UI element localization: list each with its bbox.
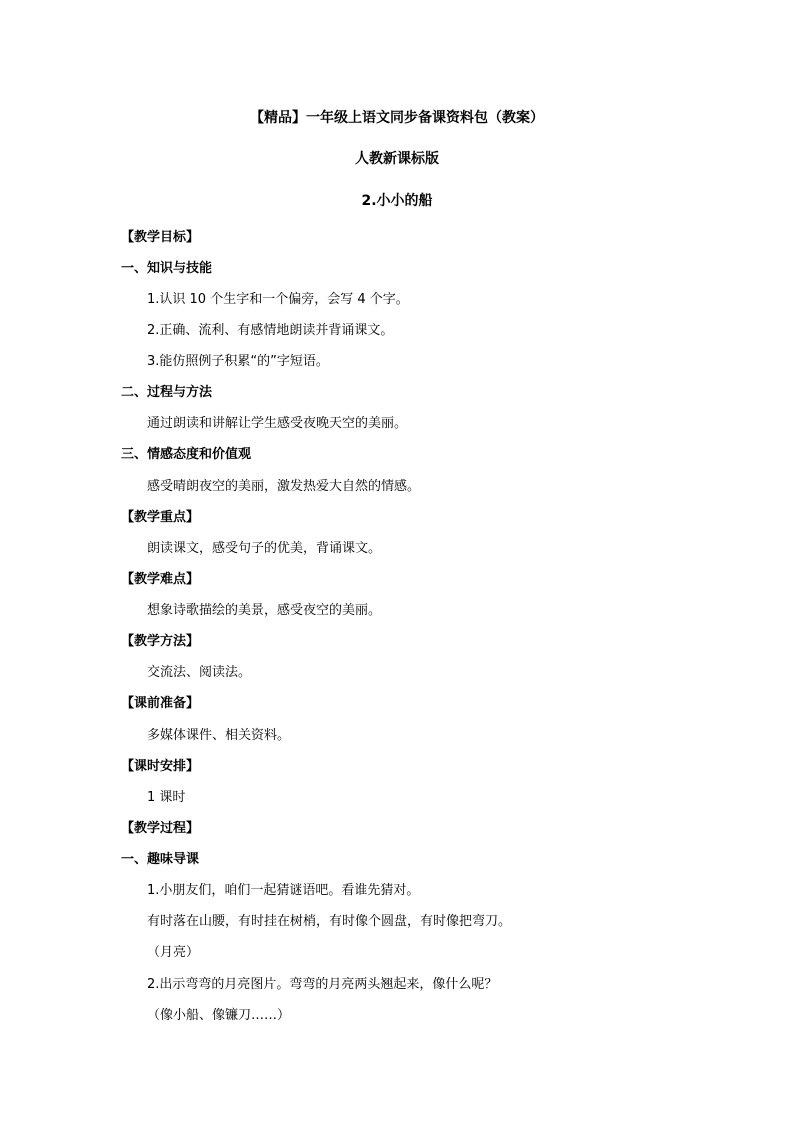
intro-line: 有时落在山腰，有时挂在树梢，有时像个圆盘，有时像把弯刀。 (147, 914, 512, 929)
schedule-heading: 【课时安排】 (121, 759, 200, 774)
objectives-heading: 【教学目标】 (121, 230, 200, 245)
intro-line: （月亮） (147, 945, 200, 960)
document-subtitle: 人教新课标版 (355, 151, 439, 167)
knowledge-item: 3.能仿照例子积累“的”字短语。 (147, 354, 329, 369)
intro-line: 2.出示弯弯的月亮图片。弯弯的月亮两头翘起来，像什么呢？ (147, 977, 498, 992)
intro-line: 1.小朋友们，咱们一起猜谜语吧。看谁先猜对。 (147, 883, 420, 898)
prep-heading: 【课前准备】 (121, 696, 200, 711)
emotion-text: 感受晴朗夜空的美丽，激发热爱大自然的情感。 (147, 479, 421, 494)
process-heading: 二、过程与方法 (121, 385, 213, 400)
schedule-text: 1 课时 (147, 790, 186, 805)
difficulty-text: 想象诗歌描绘的美景，感受夜空的美丽。 (147, 603, 382, 618)
method-text: 交流法、阅读法。 (147, 665, 252, 680)
method-heading: 【教学方法】 (121, 634, 200, 649)
lesson-title: 2.小小的船 (361, 193, 433, 209)
knowledge-item: 1.认识 10 个生字和一个偏旁，会写 4 个字。 (147, 292, 409, 307)
procedure-heading: 【教学过程】 (121, 821, 200, 836)
process-text: 通过朗读和讲解让学生感受夜晚天空的美丽。 (147, 416, 408, 431)
document-title: 【精品】一年级上语文同步备课资料包（教案） (250, 110, 544, 126)
focus-heading: 【教学重点】 (121, 510, 200, 525)
focus-text: 朗读课文，感受句子的优美，背诵课文。 (147, 541, 382, 556)
prep-text: 多媒体课件、相关资料。 (147, 728, 291, 743)
intro-line: （像小船、像镰刀……） (147, 1008, 291, 1023)
intro-heading: 一、趣味导课 (121, 852, 200, 867)
emotion-heading: 三、情感态度和价值观 (121, 447, 252, 462)
difficulty-heading: 【教学难点】 (121, 572, 200, 587)
knowledge-item: 2.正确、流利、有感情地朗读并背诵课文。 (147, 323, 394, 338)
knowledge-heading: 一、知识与技能 (121, 261, 213, 276)
